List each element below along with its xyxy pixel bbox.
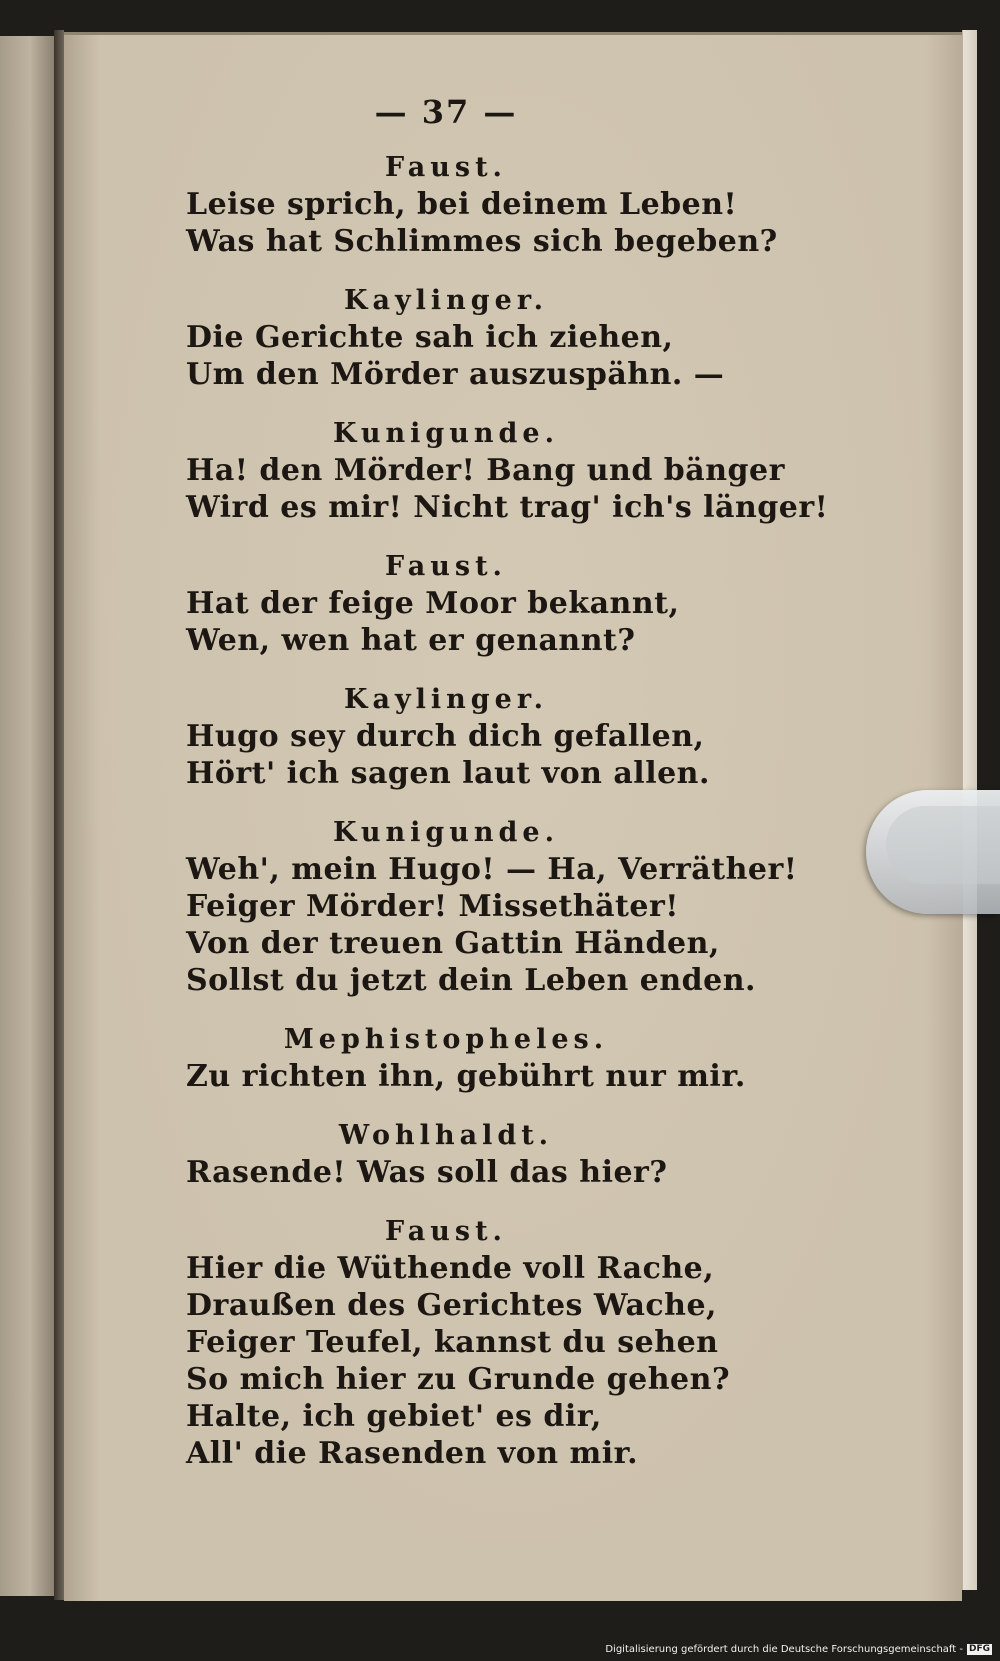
verse-line: Die Gerichte sah ich ziehen, [186,320,674,355]
verse-line: Wird es mir! Nicht trag' ich's länger! [186,490,829,525]
verse-line: Hört' ich sagen laut von allen. [186,756,710,791]
dialogue-block [186,150,846,260]
verse-line: Hat der feige Moor bekannt, [186,586,680,621]
verse-line: Hier die Wüthende voll Rache, [186,1251,715,1286]
verse-line: Von der treuen Gattin Händen, [186,926,720,961]
page-number: — 37 — [374,93,518,131]
speaker-name: Wohlhaldt. [338,1120,554,1151]
verse-line: Hugo sey durch dich gefallen, [186,719,705,754]
verse-line: All' die Rasenden von mir. [186,1436,639,1471]
speaker-name: Kaylinger. [344,684,548,715]
verse-line: Wen, wen hat er genannt? [186,623,636,658]
verse-line: Ha! den Mörder! Bang und bänger [186,453,785,488]
verse-line: Um den Mörder auszuspähn. — [186,357,725,392]
dfg-logo: DFG [968,1644,990,1654]
verse-line: Sollst du jetzt dein Leben enden. [186,963,756,998]
speaker-name: Kunigunde. [333,817,559,848]
book-gutter [54,30,64,1600]
verse-line: Zu richten ihn, gebührt nur mir. [186,1059,746,1094]
left-page-edge [0,36,54,1596]
speaker-name: Kaylinger. [344,285,548,316]
dialogue-block [186,1214,846,1472]
verse-line: Leise sprich, bei deinem Leben! [186,187,738,222]
dialogue-block [186,1022,846,1095]
dialogue-block [186,416,846,526]
dialogue-blocks [186,150,846,1472]
dialogue-block [186,682,846,792]
book-clip-inner [886,806,1000,884]
footer-text: Digitalisierung gefördert durch die Deutsche Forschungsgemeinschaft - [605,1644,963,1655]
speaker-name: Faust. [385,1216,507,1247]
page-text [186,86,846,1495]
dialogue-block [186,283,846,393]
dialogue-block [186,549,846,659]
dialogue-block [186,815,846,999]
speaker-name: Faust. [385,152,507,183]
verse-line: Draußen des Gerichtes Wache, [186,1288,718,1323]
verse-line: Feiger Mörder! Missethäter! [186,889,679,924]
speaker-name: Mephistopheles. [283,1024,609,1055]
speaker-name: Kunigunde. [333,418,559,449]
dialogue-block [186,1118,846,1191]
verse-line: Rasende! Was soll das hier? [186,1155,668,1190]
verse-line: Weh', mein Hugo! — Ha, Verräther! [186,852,798,887]
digitization-footer [605,1644,992,1655]
verse-line: Was hat Schlimmes sich begeben? [186,224,778,259]
verse-line: Halte, ich gebiet' es dir, [186,1399,602,1434]
verse-line: Feiger Teufel, kannst du sehen [186,1325,719,1360]
speaker-name: Faust. [385,551,507,582]
verse-line: So mich hier zu Grunde gehen? [186,1362,731,1397]
